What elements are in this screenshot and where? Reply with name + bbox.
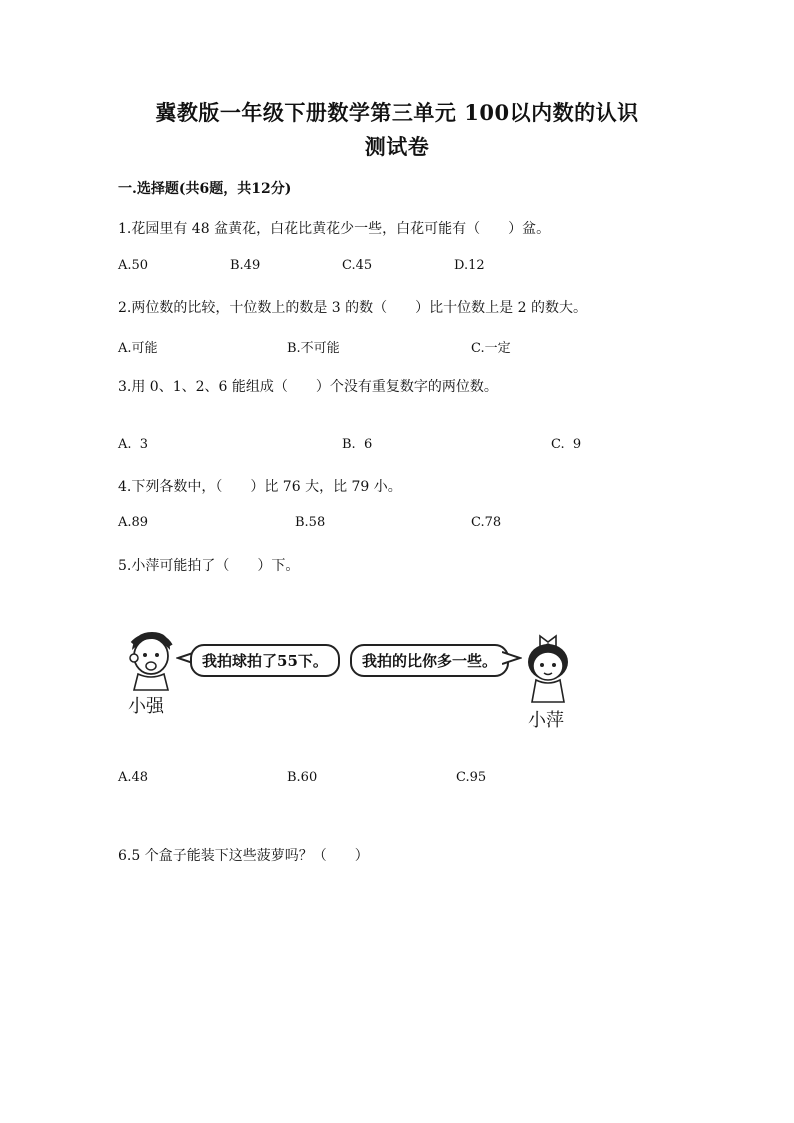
- q1-option-a: A.50: [118, 258, 149, 273]
- q5-option-c: C.95: [456, 770, 487, 785]
- girl-illustration-icon: [516, 628, 582, 704]
- boy-illustration-icon: [120, 628, 182, 692]
- question-2: 2.两位数的比较，十位数上的数是 3 的数（ ）比十位数上是 2 的数大。: [118, 300, 587, 316]
- page-title-line1: 冀教版一年级下册数学第三单元 100以内数的认识: [155, 100, 639, 125]
- q3-option-b: B. 6: [342, 437, 373, 452]
- q3-option-c: C. 9: [551, 437, 582, 452]
- q5-illustration: [118, 628, 588, 738]
- q5-option-a: A.48: [118, 770, 149, 785]
- q4-option-a: A.89: [118, 515, 149, 530]
- boy-speech-bubble: 我拍球拍了55下。: [190, 644, 340, 677]
- boy-name: 小强: [128, 696, 164, 717]
- q1-option-d: D.12: [454, 258, 485, 273]
- q4-option-b: B.58: [295, 515, 326, 530]
- q4-option-c: C.78: [471, 515, 502, 530]
- question-3: 3.用 0、1、2、6 能组成（ ）个没有重复数字的两位数。: [118, 379, 498, 395]
- section-heading: 一.选择题(共6题，共12分): [118, 181, 292, 197]
- girl-speech-bubble: 我拍的比你多一些。: [350, 644, 509, 677]
- question-1: 1.花园里有 48 盆黄花，白花比黄花少一些，白花可能有（ ）盆。: [118, 221, 551, 237]
- page-title-line2: 测试卷: [364, 134, 430, 159]
- q5-option-b: B.60: [287, 770, 318, 785]
- q2-option-c: C.一定: [471, 341, 511, 356]
- q3-option-a: A. 3: [118, 437, 149, 452]
- q1-option-c: C.45: [342, 258, 373, 273]
- question-6: 6.5 个盒子能装下这些菠萝吗？（ ）: [118, 848, 369, 864]
- q2-option-a: A.可能: [118, 341, 158, 356]
- girl-name: 小萍: [528, 710, 564, 731]
- q1-option-b: B.49: [230, 258, 261, 273]
- question-5: 5.小萍可能拍了（ ）下。: [118, 558, 300, 574]
- question-4: 4.下列各数中，（ ）比 76 大，比 79 小。: [118, 479, 402, 495]
- q2-option-b: B.不可能: [287, 341, 340, 356]
